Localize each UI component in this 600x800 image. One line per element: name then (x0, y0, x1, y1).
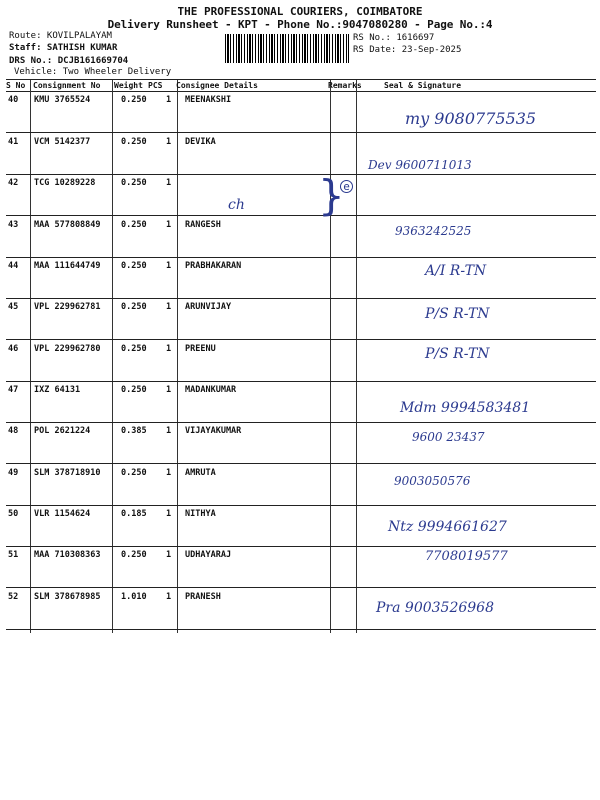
row-consignment-no: IXZ 64131 (34, 385, 81, 395)
row-divider (6, 339, 596, 340)
row-sno: 52 (8, 592, 19, 602)
col-divider (30, 80, 31, 633)
table-header-rule (6, 91, 596, 92)
row-consignment-no: MAA 710308363 (34, 550, 101, 560)
col-sno: S No (6, 81, 26, 90)
row-weight: 0.250 (121, 261, 147, 271)
row-divider (6, 463, 596, 464)
row-sno: 50 (8, 509, 19, 519)
col-consignee: Consignee Details (176, 81, 258, 90)
col-pcs: PCS (148, 81, 163, 90)
row-weight: 0.250 (121, 95, 147, 105)
row-weight: 0.250 (121, 468, 147, 478)
staff-label: Staff: SATHISH KUMAR (9, 43, 118, 53)
row-consignee: MEENAKSHI (185, 95, 232, 105)
row-signature: Pra 9003526968 (376, 600, 494, 616)
row-weight: 0.250 (121, 550, 147, 560)
row-divider (6, 174, 596, 175)
col-seal: Seal & Signature (384, 81, 462, 90)
row-weight: 0.185 (121, 509, 147, 519)
row-consignment-no: SLM 378678985 (34, 592, 101, 602)
row-divider (6, 422, 596, 423)
row-consignment-no: VPL 229962781 (34, 302, 101, 312)
row-signature: 9003050576 (394, 474, 471, 488)
row-sno: 46 (8, 344, 19, 354)
row-consignee: PREENU (185, 344, 216, 354)
row-weight: 0.250 (121, 178, 147, 188)
row-divider (6, 505, 596, 506)
vehicle-label: Vehicle: Two Wheeler Delivery (14, 67, 172, 77)
row-consignment-no: POL 2621224 (34, 426, 91, 436)
company-title: THE PROFESSIONAL COURIERS, COIMBATORE (177, 5, 423, 18)
row-consignee: NITHYA (185, 509, 216, 519)
row-pcs: 1 (166, 550, 172, 560)
row-consignee: RANGESH (185, 220, 221, 230)
row-consignment-no: SLM 378718910 (34, 468, 101, 478)
row-sno: 41 (8, 137, 19, 147)
row-weight: 0.250 (121, 302, 147, 312)
col-divider (356, 80, 357, 633)
row-consignee: DEVIKA (185, 137, 216, 147)
row-signature: 9600 23437 (412, 430, 485, 444)
col-weight: Weight (114, 81, 143, 90)
row-divider (6, 381, 596, 382)
row-divider (6, 546, 596, 547)
row-pcs: 1 (166, 220, 172, 230)
route-label: Route: KOVILPALAYAM (9, 31, 112, 41)
row-consignee: VIJAYAKUMAR (185, 426, 242, 436)
row-consignee: MADANKUMAR (185, 385, 237, 395)
row-consignment-no: TCG 10289228 (34, 178, 96, 188)
row-weight: 0.250 (121, 344, 147, 354)
col-divider (112, 80, 113, 633)
table-top-rule (6, 79, 596, 80)
row-pcs: 1 (166, 426, 172, 436)
row-weight: 1.010 (121, 592, 147, 602)
row-weight: 0.250 (121, 220, 147, 230)
row-weight: 0.250 (121, 385, 147, 395)
row-pcs: 1 (166, 344, 172, 354)
row-divider (6, 215, 596, 216)
row-signature: Mdm 9994583481 (400, 400, 531, 416)
row-sno: 47 (8, 385, 19, 395)
row-sno: 43 (8, 220, 19, 230)
row-pcs: 1 (166, 178, 172, 188)
row-consignment-no: VPL 229962780 (34, 344, 101, 354)
row-weight: 0.250 (121, 137, 147, 147)
row-divider (6, 587, 596, 588)
col-remarks: Remarks (328, 81, 362, 90)
row-sno: 51 (8, 550, 19, 560)
row-consignee: ARUNVIJAY (185, 302, 232, 312)
row-sno: 48 (8, 426, 19, 436)
row-consignee: PRANESH (185, 592, 221, 602)
bracket-mark: } (318, 171, 345, 220)
row-signature: 7708019577 (425, 549, 508, 564)
circled-mark: e (340, 180, 353, 193)
row-signature: 9363242525 (395, 224, 472, 238)
col-consignment: Consignment No (33, 81, 101, 90)
row-sno: 45 (8, 302, 19, 312)
row-consignee: AMRUTA (185, 468, 216, 478)
row-pcs: 1 (166, 468, 172, 478)
row-pcs: 1 (166, 592, 172, 602)
row-consignment-no: VLR 1154624 (34, 509, 91, 519)
row-pcs: 1 (166, 95, 172, 105)
rs-date: RS Date: 23-Sep-2025 (353, 45, 462, 55)
row-consignment-no: MAA 577808849 (34, 220, 101, 230)
row-signature: my 9080775535 (405, 109, 537, 128)
row-divider (6, 629, 596, 630)
row-divider (6, 298, 596, 299)
row-signature: Dev 9600711013 (368, 158, 472, 172)
col-divider (330, 80, 331, 633)
row-pcs: 1 (166, 302, 172, 312)
row-consignee: UDHAYARAJ (185, 550, 232, 560)
row-consignment-no: VCM 5142377 (34, 137, 91, 147)
row-weight: 0.385 (121, 426, 147, 436)
row-pcs: 1 (166, 261, 172, 271)
row-pcs: 1 (166, 137, 172, 147)
row-pcs: 1 (166, 509, 172, 519)
row-consignment-no: KMU 3765524 (34, 95, 91, 105)
col-divider (177, 80, 178, 633)
row-sno: 44 (8, 261, 19, 271)
row-sno: 40 (8, 95, 19, 105)
runsheet-subtitle: Delivery Runsheet - KPT - Phone No.:9047080280 - Page No.:4 (107, 18, 493, 31)
row-signature: P/S R-TN (425, 346, 490, 362)
row-consignee: PRABHAKARAN (185, 261, 242, 271)
initial-mark: ch (228, 197, 245, 213)
row-signature: P/S R-TN (425, 306, 490, 322)
row-sno: 49 (8, 468, 19, 478)
row-signature: A/I R-TN (425, 263, 487, 279)
drs-label: DRS No.: DCJB161669704 (9, 56, 129, 66)
row-consignment-no: MAA 111644749 (34, 261, 101, 271)
row-divider (6, 132, 596, 133)
row-pcs: 1 (166, 385, 172, 395)
row-signature: Ntz 9994661627 (388, 519, 507, 535)
barcode-image (225, 34, 349, 63)
rs-number: RS No.: 1616697 (353, 33, 435, 43)
row-divider (6, 257, 596, 258)
row-sno: 42 (8, 178, 19, 188)
